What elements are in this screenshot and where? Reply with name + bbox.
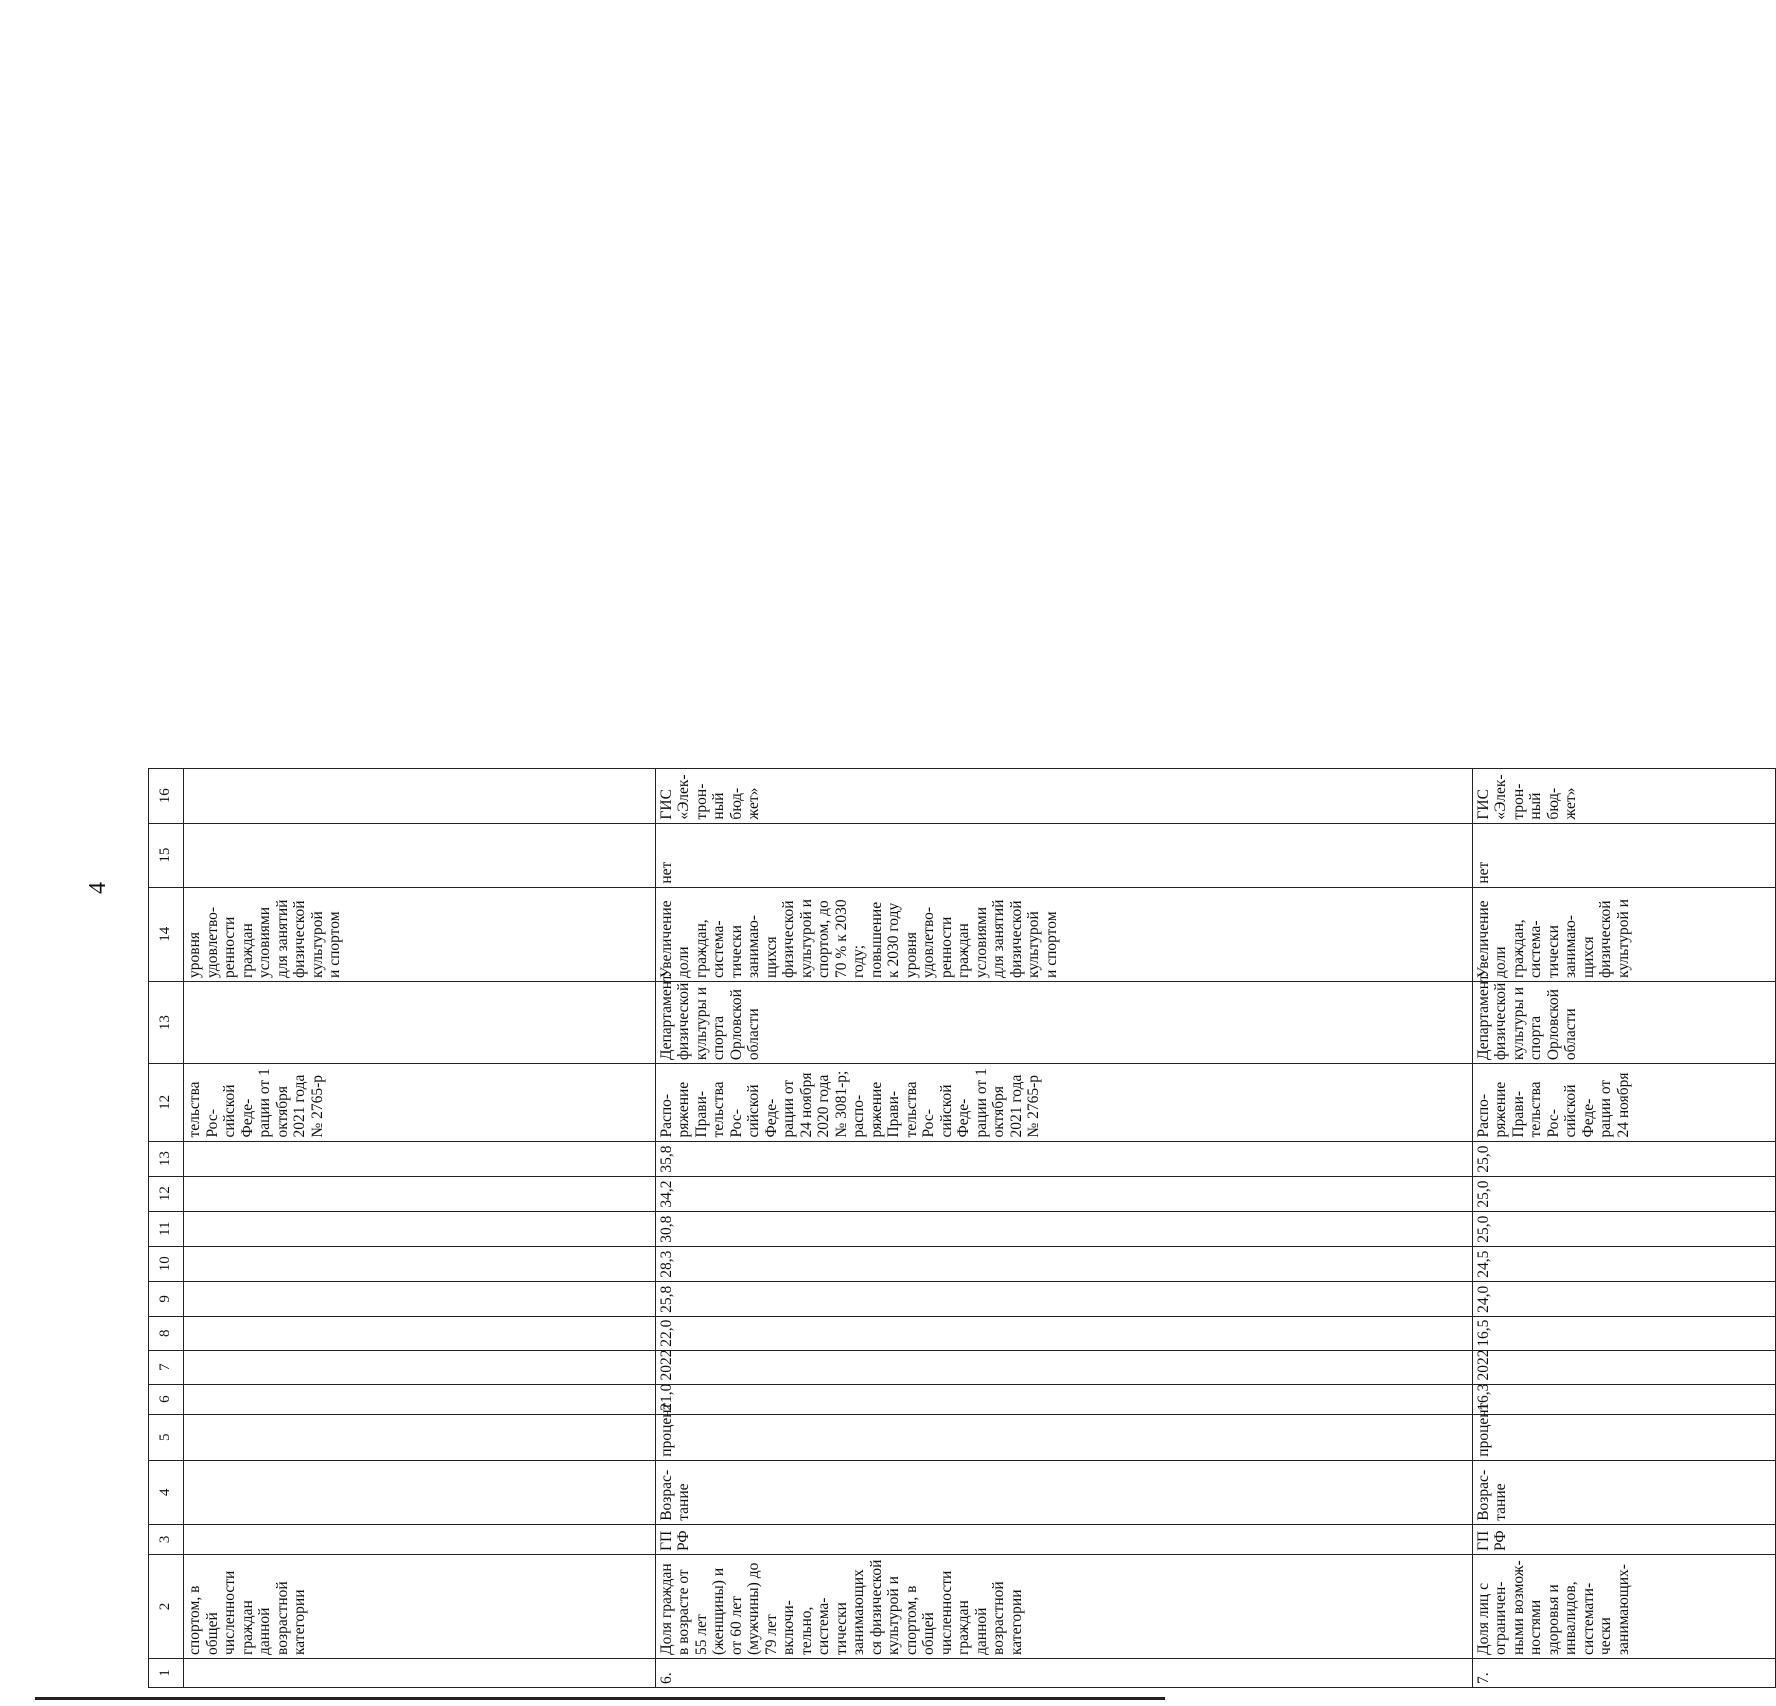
cell-value-col-13 <box>184 1141 656 1176</box>
cell-goal-link: Увеличение доли граждан, система- тически занимаю- щихся физической культурой и <box>1472 887 1775 981</box>
header-cell-3: 3 <box>157 1535 174 1544</box>
header-cell-17: 15 <box>157 847 174 863</box>
cell-value-col-12: 25,0 <box>1472 1176 1775 1211</box>
indicator-table <box>148 768 1776 1688</box>
cell-value-col-8: 22,0 <box>655 1316 1472 1350</box>
cell-value-col-9: 24,0 <box>1472 1281 1775 1316</box>
cell-base-value: 21,0 <box>655 1384 1472 1414</box>
header-cell-8: 8 <box>157 1329 174 1338</box>
header-cell-9: 9 <box>157 1295 174 1303</box>
cell-indicator-name: спортом, в общей численности граждан данной возрастной категории <box>184 1555 656 1659</box>
cell-document: тельства Рос- сийской Феде- рации от 1 октября 2021 года № 2765-р <box>184 1064 656 1141</box>
cell-base-year <box>184 1350 656 1384</box>
cell-responsible <box>184 981 656 1063</box>
cell-info-system: ГИС «Элек- трон- ный бюд- жет» <box>655 769 1472 824</box>
header-cell-2: 2 <box>157 1602 174 1611</box>
header-cell-13: 13 <box>157 1151 174 1167</box>
bottom-rule <box>35 1697 1165 1700</box>
header-cell-7: 7 <box>157 1363 174 1371</box>
cell-value-col-9 <box>184 1281 656 1316</box>
cell-value-col-8: 16,5 <box>1472 1316 1775 1350</box>
cell-unit <box>184 1414 656 1460</box>
header-cell-16: 14 <box>157 926 174 942</box>
cell-responsible: Департамент физической культуры и спорта Орловской области <box>655 981 1472 1063</box>
cell-value-col-10 <box>184 1246 656 1281</box>
header-cell-1: 1 <box>157 1669 174 1677</box>
table-wrapper <box>148 60 1632 1688</box>
header-row <box>149 769 184 1688</box>
header-cell-5: 5 <box>157 1433 174 1441</box>
cell-document: Распо- ряжение Прави- тельства Рос- сийской Феде- рации от 24 ноября <box>1472 1064 1775 1141</box>
cell-goal-link: уровня удовлетво- ренности граждан условиями для занятий физической культурой и спортом <box>184 887 656 981</box>
cell-trend: Возрас- тание <box>1472 1460 1775 1524</box>
cell-info-system <box>184 769 656 824</box>
cell-responsible: Департамент физической культуры и спорта Орловской области <box>1472 981 1775 1063</box>
cell-value-col-11 <box>184 1211 656 1246</box>
header-cell-18: 16 <box>157 788 174 804</box>
cell-number <box>184 1658 656 1687</box>
cell-level: ГП РФ <box>655 1524 1472 1554</box>
cell-trend <box>184 1460 656 1524</box>
header-cell-6: 6 <box>157 1395 174 1403</box>
cell-value-col-12: 34,2 <box>655 1176 1472 1211</box>
header-cell-15: 13 <box>157 1015 174 1031</box>
cell-base-year: 2022 <box>1472 1350 1775 1384</box>
cell-unit: процент <box>1472 1414 1775 1460</box>
cell-goal-link: Увеличение доли граждан, система- тически занимаю- щихся физической культурой и спортом, до 70 % к 2030 году; повышение к 2030 году уровня удовлетво- ренности граждан условиями для занятий физической культурой и спортом <box>655 887 1472 981</box>
cell-level: ГП РФ <box>1472 1524 1775 1554</box>
cell-info-system: ГИС «Элек- трон- ный бюд- жет» <box>1472 769 1775 824</box>
table-row-6 <box>655 769 1472 1688</box>
cell-flag <box>184 823 656 887</box>
cell-base-value: 16,3 <box>1472 1384 1775 1414</box>
cell-flag: нет <box>1472 823 1775 887</box>
header-cell-11: 11 <box>157 1221 174 1236</box>
cell-value-col-8 <box>184 1316 656 1350</box>
header-cell-4: 4 <box>157 1488 174 1496</box>
cell-value-col-9: 25,8 <box>655 1281 1472 1316</box>
table-row-continuation <box>184 769 656 1688</box>
cell-value-col-10: 28,3 <box>655 1246 1472 1281</box>
cell-value-col-10: 24,5 <box>1472 1246 1775 1281</box>
cell-level <box>184 1524 656 1554</box>
cell-value-col-11: 30,8 <box>655 1211 1472 1246</box>
header-cell-12: 12 <box>157 1186 174 1202</box>
cell-value-col-13: 25,0 <box>1472 1141 1775 1176</box>
table-row-7 <box>1472 769 1775 1688</box>
cell-value-col-13: 35,8 <box>655 1141 1472 1176</box>
cell-base-year: 2022 <box>655 1350 1472 1384</box>
cell-number: 6. <box>655 1658 1472 1687</box>
cell-value-col-11: 25,0 <box>1472 1211 1775 1246</box>
cell-unit: процент <box>655 1414 1472 1460</box>
cell-document: Распо- ряжение Прави- тельства Рос- сийской Феде- рации от 24 ноября 2020 года № 3081-р; распо- ряжение Прави- тельства Рос- сийской Феде- рации от 1 октября 2021 года № 2765-р <box>655 1064 1472 1141</box>
cell-trend: Возрас- тание <box>655 1460 1472 1524</box>
cell-indicator-name: Доля лиц с ограничен- ными возмож- ностями здоровья и инвалидов, системати- чески занимающих- <box>1472 1555 1775 1659</box>
cell-value-col-12 <box>184 1176 656 1211</box>
page-number: 4 <box>85 882 111 894</box>
cell-flag: нет <box>655 823 1472 887</box>
cell-number: 7. <box>1472 1658 1775 1687</box>
cell-base-value <box>184 1384 656 1414</box>
header-cell-10: 10 <box>157 1256 174 1272</box>
cell-indicator-name: Доля граждан в возрасте от 55 лет (женщины) и от 60 лет (мужчины) до 79 лет включи- тельно, система- тически занимающих ся физической культурой и спортом, в общей численности граждан данной возрастной категории <box>655 1555 1472 1659</box>
header-cell-14: 12 <box>157 1094 174 1110</box>
